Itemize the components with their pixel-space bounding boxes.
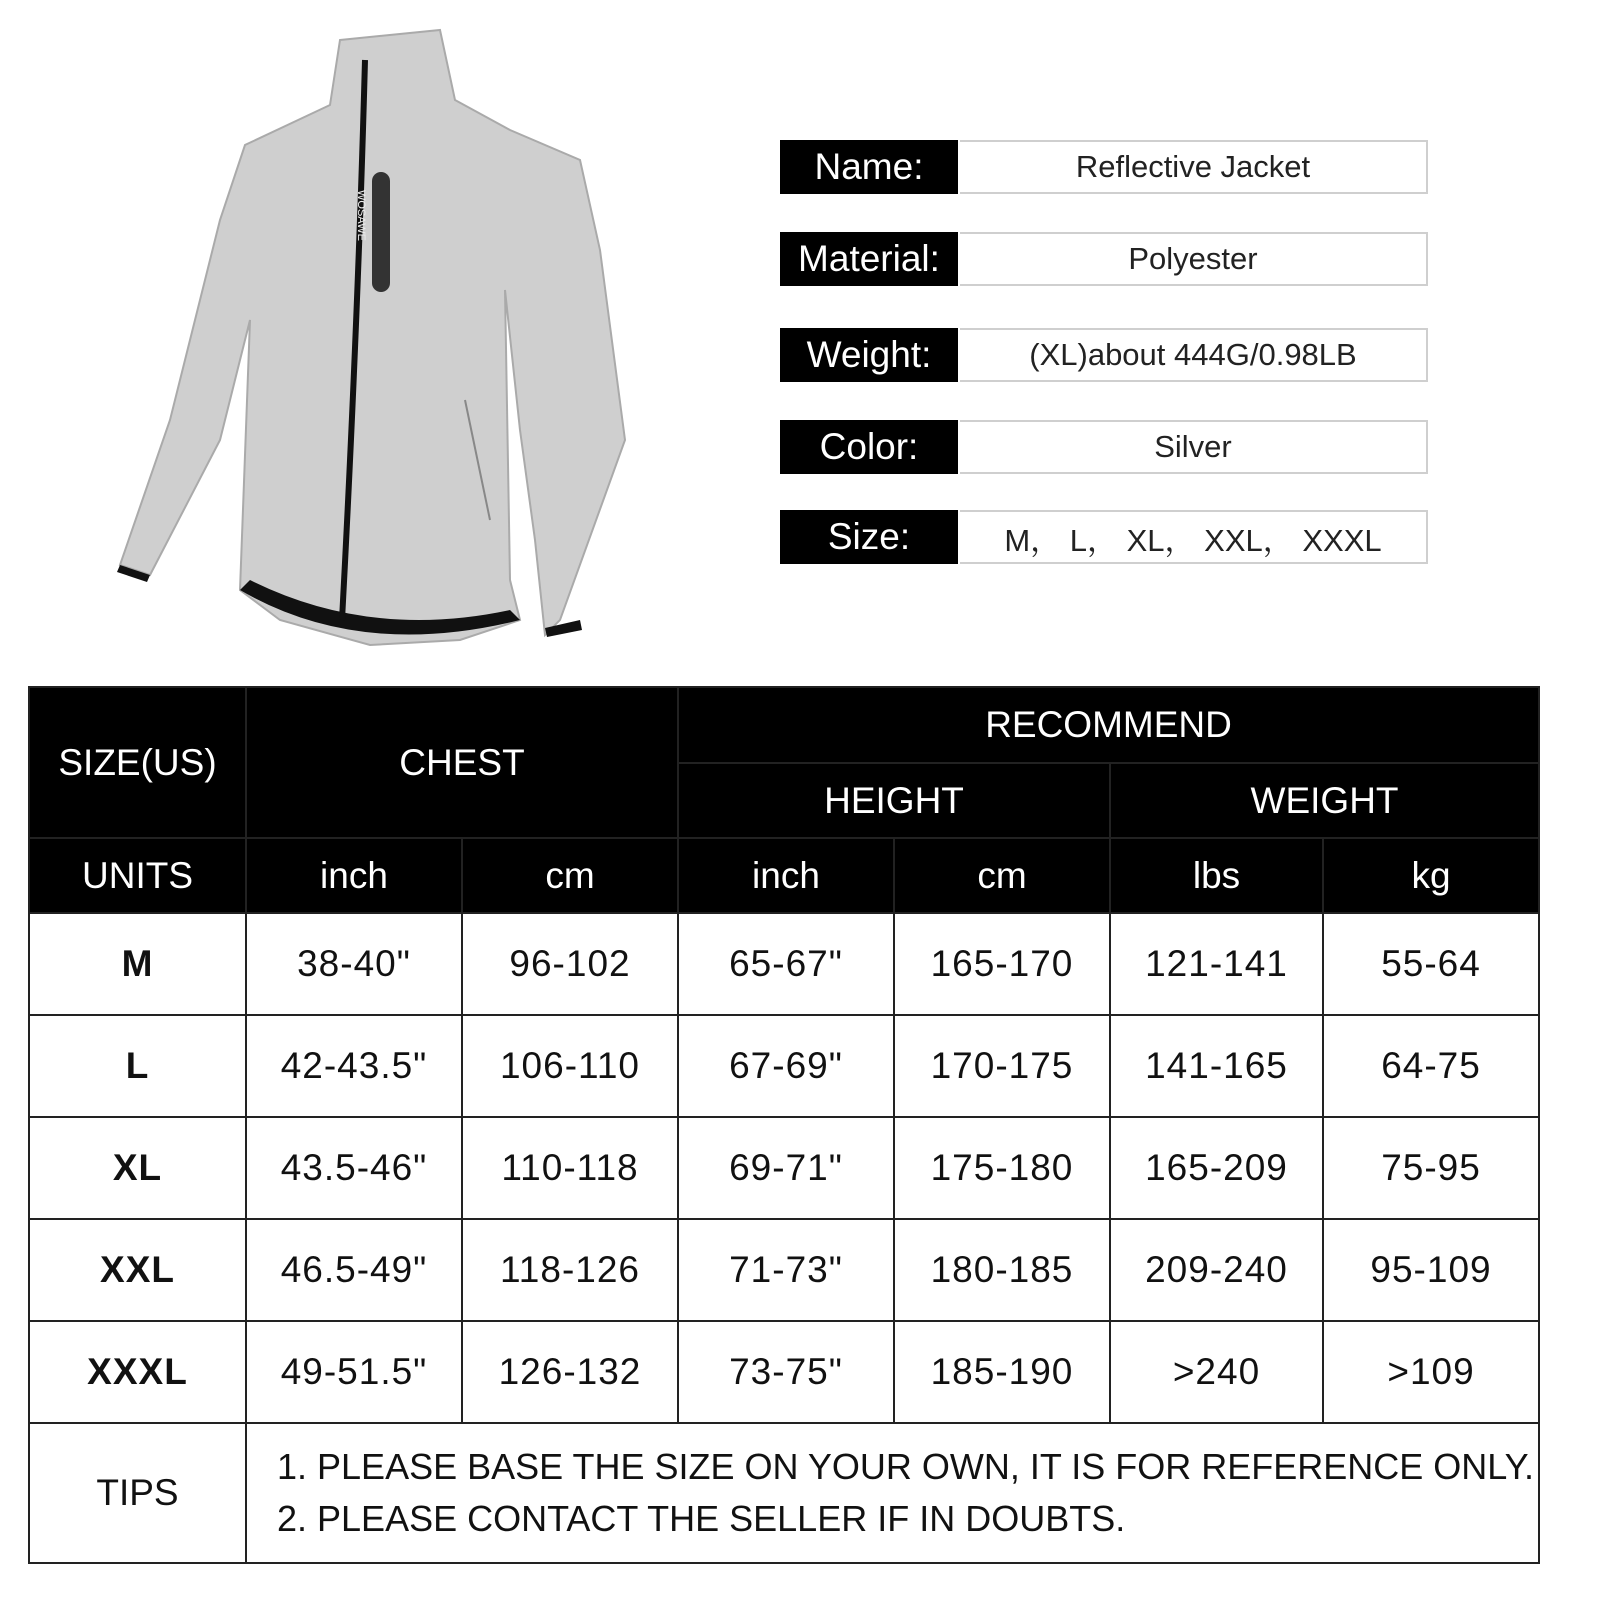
spec-size (780, 510, 1428, 564)
value-cell: 165-209 (1110, 1117, 1323, 1219)
spec-name (780, 140, 1428, 194)
value-cell: 67-69" (678, 1015, 894, 1117)
value-cell: 209-240 (1110, 1219, 1323, 1321)
value-cell: 180-185 (894, 1219, 1110, 1321)
tips-row (29, 1423, 1539, 1563)
jacket-body (120, 30, 625, 645)
value-cell: >109 (1323, 1321, 1539, 1423)
value-cell: 121-141 (1110, 913, 1323, 1015)
value-cell: >240 (1110, 1321, 1323, 1423)
tips-text (246, 1423, 1539, 1563)
spec-label: Weight: (780, 328, 958, 382)
height-header: HEIGHT (678, 763, 1110, 838)
unit-header: inch (678, 838, 894, 913)
value-cell: 165-170 (894, 913, 1110, 1015)
size-cell: L (29, 1015, 246, 1117)
value-cell: 69-71" (678, 1117, 894, 1219)
size-cell: XXL (29, 1219, 246, 1321)
value-cell: 175-180 (894, 1117, 1110, 1219)
table-row (29, 1219, 1539, 1321)
spec-label: Material: (780, 232, 958, 286)
spec-color (780, 420, 1428, 474)
table-row (29, 913, 1539, 1015)
jacket-product-image (110, 20, 640, 660)
value-cell: 71-73" (678, 1219, 894, 1321)
value-cell: 38-40" (246, 913, 462, 1015)
weight-header: WEIGHT (1110, 763, 1539, 838)
value-cell: 170-175 (894, 1015, 1110, 1117)
size-cell: M (29, 913, 246, 1015)
units-label: UNITS (29, 838, 246, 913)
size-cell: XL (29, 1117, 246, 1219)
spec-value: (XL)about 444G/0.98LB (960, 328, 1428, 382)
value-cell: 49-51.5" (246, 1321, 462, 1423)
value-cell: 185-190 (894, 1321, 1110, 1423)
value-cell: 64-75 (1323, 1015, 1539, 1117)
unit-header: cm (462, 838, 678, 913)
spec-value: M， L， XL， XXL， XXXL (960, 510, 1428, 564)
unit-header: inch (246, 838, 462, 913)
recommend-header: RECOMMEND (678, 687, 1539, 763)
size-cell: XXXL (29, 1321, 246, 1423)
value-cell: 141-165 (1110, 1015, 1323, 1117)
value-cell: 106-110 (462, 1015, 678, 1117)
spec-label: Size: (780, 510, 958, 564)
unit-header: cm (894, 838, 1110, 913)
table-row (29, 1015, 1539, 1117)
value-cell: 46.5-49" (246, 1219, 462, 1321)
spec-value: Silver (960, 420, 1428, 474)
chest-pocket (372, 172, 390, 292)
value-cell: 110-118 (462, 1117, 678, 1219)
value-cell: 75-95 (1323, 1117, 1539, 1219)
spec-value: Reflective Jacket (960, 140, 1428, 194)
spec-material (780, 232, 1428, 286)
value-cell: 96-102 (462, 913, 678, 1015)
value-cell: 73-75" (678, 1321, 894, 1423)
chest-header: CHEST (246, 687, 678, 838)
table-row (29, 1117, 1539, 1219)
size-header: SIZE(US) (29, 687, 246, 838)
tips-label: TIPS (29, 1423, 246, 1563)
unit-header: lbs (1110, 838, 1323, 913)
size-chart-table (28, 686, 1540, 1564)
spec-label: Name: (780, 140, 958, 194)
tip-line: 2. PLEASE CONTACT THE SELLER IF IN DOUBTS. (277, 1498, 1126, 1539)
spec-value: Polyester (960, 232, 1428, 286)
spec-weight (780, 328, 1428, 382)
spec-label: Color: (780, 420, 958, 474)
value-cell: 118-126 (462, 1219, 678, 1321)
brand-logo: WOSAWE (355, 190, 367, 241)
tip-line: 1. PLEASE BASE THE SIZE ON YOUR OWN, IT IS FOR REFERENCE ONLY. (277, 1446, 1534, 1487)
value-cell: 95-109 (1323, 1219, 1539, 1321)
value-cell: 43.5-46" (246, 1117, 462, 1219)
value-cell: 42-43.5" (246, 1015, 462, 1117)
value-cell: 65-67" (678, 913, 894, 1015)
value-cell: 126-132 (462, 1321, 678, 1423)
value-cell: 55-64 (1323, 913, 1539, 1015)
table-row (29, 1321, 1539, 1423)
unit-header: kg (1323, 838, 1539, 913)
